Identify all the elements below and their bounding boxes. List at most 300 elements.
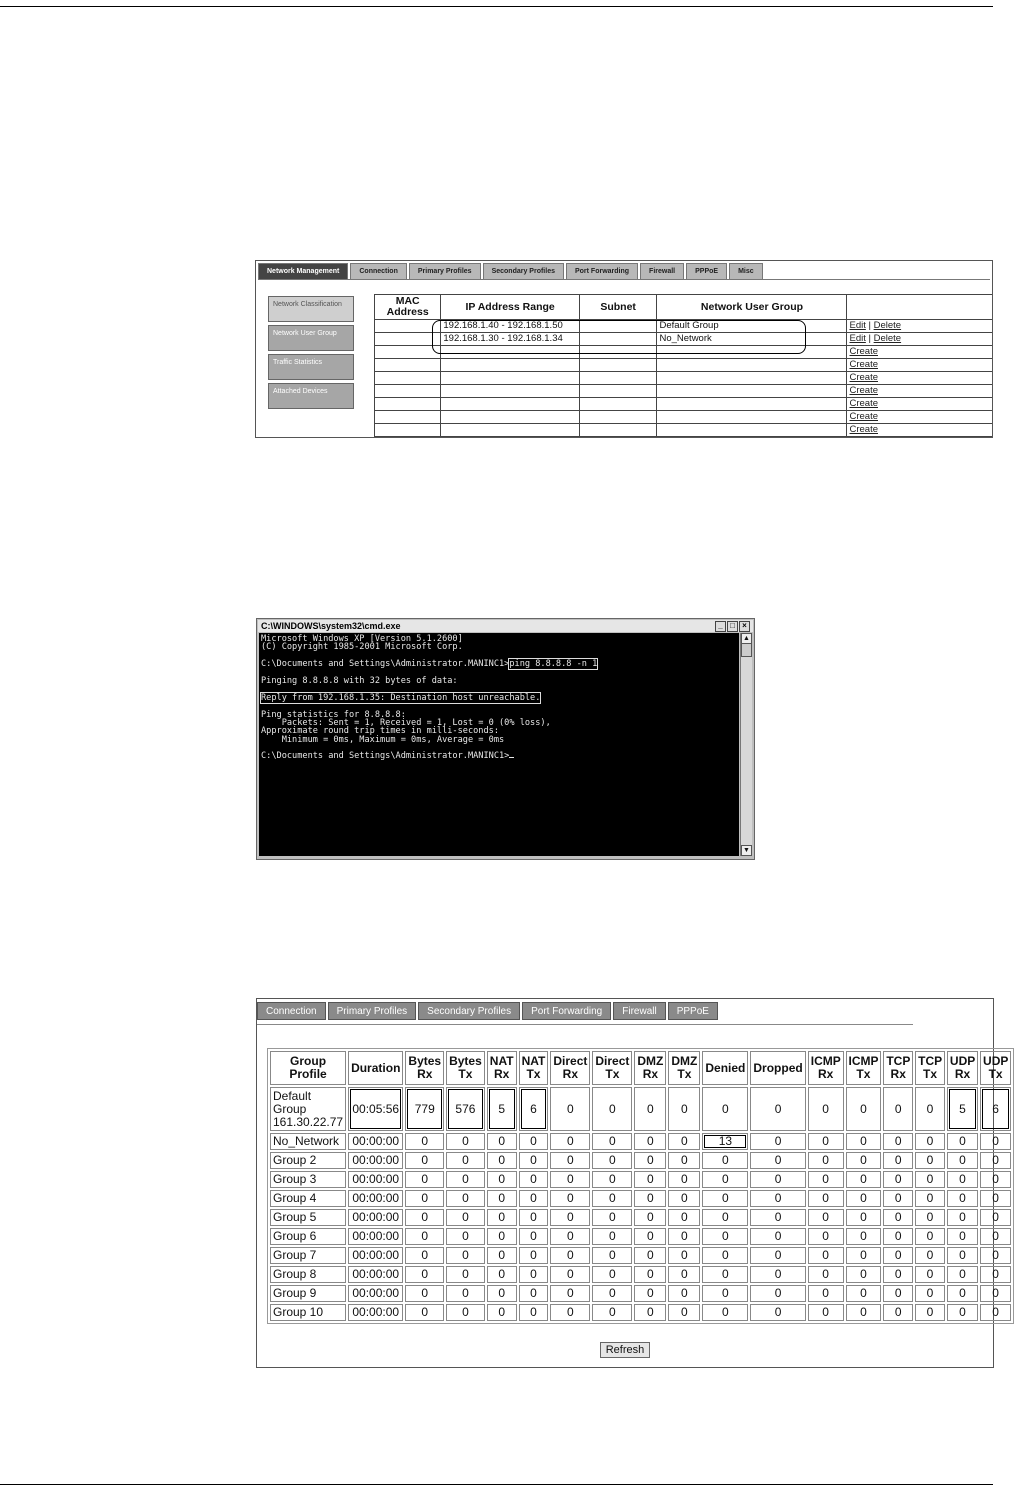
stat-cell: 0 bbox=[846, 1247, 882, 1264]
stat-cell: 0 bbox=[702, 1209, 748, 1226]
console-line bbox=[261, 660, 737, 668]
console-line: Packets: Sent = 1, Received = 1, Lost = 0 (0% loss), bbox=[261, 717, 551, 728]
stat-cell: 576 bbox=[446, 1087, 485, 1131]
network-classification-table bbox=[374, 294, 992, 437]
stat-cell: 5 bbox=[487, 1087, 517, 1131]
stat-cell: 0 bbox=[519, 1228, 549, 1245]
stat-cell: 0 bbox=[980, 1171, 1011, 1188]
stat-cell: 0 bbox=[668, 1209, 700, 1226]
stat-cell: 0 bbox=[405, 1133, 444, 1150]
console-line bbox=[261, 694, 737, 702]
tab-pppoe[interactable]: PPPoE bbox=[668, 1002, 718, 1020]
stat-cell: 0 bbox=[915, 1171, 945, 1188]
stat-cell: 0 bbox=[947, 1190, 978, 1207]
delete-link[interactable]: Delete bbox=[873, 333, 902, 344]
stat-cell: 0 bbox=[808, 1171, 844, 1188]
maximize-icon[interactable]: □ bbox=[727, 621, 738, 632]
stat-cell: 0 bbox=[446, 1209, 485, 1226]
stat-cell: 0 bbox=[846, 1209, 882, 1226]
stat-cell: 0 bbox=[487, 1133, 517, 1150]
stat-cell: 0 bbox=[883, 1190, 913, 1207]
stat-cell: 0 bbox=[550, 1228, 590, 1245]
stat-cell: 0 bbox=[883, 1285, 913, 1302]
stat-cell: 0 bbox=[634, 1190, 666, 1207]
minimize-icon[interactable]: _ bbox=[715, 621, 726, 632]
stat-cell: 0 bbox=[947, 1228, 978, 1245]
link-separator: | bbox=[865, 333, 874, 344]
stat-cell: 0 bbox=[519, 1304, 549, 1321]
group-profile-cell: No_Network bbox=[270, 1133, 346, 1150]
table-row bbox=[270, 1209, 1011, 1226]
stat-cell: 0 bbox=[519, 1266, 549, 1283]
sidebar-item-network-user-group[interactable]: Network User Group bbox=[268, 325, 354, 351]
column-header: Bytes Rx bbox=[405, 1051, 444, 1085]
tab-connection[interactable]: Connection bbox=[350, 263, 407, 280]
stat-cell: 0 bbox=[634, 1304, 666, 1321]
link-separator: | bbox=[865, 320, 874, 331]
stat-cell: 0 bbox=[405, 1266, 444, 1283]
column-header: TCP Tx bbox=[915, 1051, 945, 1085]
group-profile-cell: Group 8 bbox=[270, 1266, 346, 1283]
stat-cell: 0 bbox=[550, 1190, 590, 1207]
stat-cell: 0 bbox=[592, 1209, 632, 1226]
stat-cell: 0 bbox=[634, 1285, 666, 1302]
stat-cell: 0 bbox=[883, 1171, 913, 1188]
stat-cell: 0 bbox=[808, 1133, 844, 1150]
stat-cell: 0 bbox=[592, 1266, 632, 1283]
stat-cell: 0 bbox=[446, 1247, 485, 1264]
stat-cell: 0 bbox=[947, 1171, 978, 1188]
stat-cell: 0 bbox=[405, 1304, 444, 1321]
table-row bbox=[270, 1247, 1011, 1264]
stat-cell: 0 bbox=[519, 1209, 549, 1226]
stat-cell: 0 bbox=[405, 1152, 444, 1169]
group-profile-cell: Default Group 161.30.22.77 bbox=[270, 1087, 346, 1131]
table-header-row bbox=[270, 1051, 1011, 1085]
table-row bbox=[270, 1087, 1011, 1131]
stat-cell: 0 bbox=[980, 1247, 1011, 1264]
stat-cell: 0 bbox=[750, 1209, 805, 1226]
table-row bbox=[375, 372, 993, 385]
stat-cell: 0 bbox=[550, 1133, 590, 1150]
stat-cell: 0 bbox=[846, 1266, 882, 1283]
create-link[interactable]: Create bbox=[849, 411, 878, 422]
stat-cell: 0 bbox=[550, 1087, 590, 1131]
refresh-button[interactable]: Refresh bbox=[600, 1342, 651, 1358]
stat-cell: 0 bbox=[883, 1087, 913, 1131]
stat-cell: 0 bbox=[487, 1304, 517, 1321]
stat-cell: 0 bbox=[446, 1190, 485, 1207]
tab-divider bbox=[257, 1024, 913, 1025]
stat-cell: 0 bbox=[846, 1285, 882, 1302]
column-header: Denied bbox=[702, 1051, 748, 1085]
stat-cell: 0 bbox=[980, 1228, 1011, 1245]
stat-cell: 0 bbox=[668, 1304, 700, 1321]
stat-cell: 0 bbox=[915, 1133, 945, 1150]
highlighted-command: ping 8.8.8.8 -n 1 bbox=[509, 659, 598, 670]
stat-cell: 0 bbox=[846, 1228, 882, 1245]
stat-cell: 0 bbox=[915, 1285, 945, 1302]
column-header: Bytes Tx bbox=[446, 1051, 485, 1085]
console-line bbox=[261, 752, 737, 760]
group-profile-cell: Group 10 bbox=[270, 1304, 346, 1321]
stat-cell: 0 bbox=[883, 1209, 913, 1226]
stat-cell: 0 bbox=[446, 1266, 485, 1283]
console-line: Approximate round trip times in milli-seconds: bbox=[261, 726, 499, 737]
column-header: Duration bbox=[348, 1051, 403, 1085]
table-row bbox=[270, 1285, 1011, 1302]
stat-cell: 00:00:00 bbox=[348, 1266, 403, 1283]
console-line: Pinging 8.8.8.8 with 32 bytes of data: bbox=[261, 675, 458, 686]
table-row bbox=[375, 359, 993, 372]
scroll-down-icon[interactable]: ▼ bbox=[741, 845, 752, 856]
stat-cell: 0 bbox=[980, 1190, 1011, 1207]
stat-cell: 0 bbox=[550, 1152, 590, 1169]
stat-cell: 0 bbox=[808, 1190, 844, 1207]
group-profile-cell: Group 3 bbox=[270, 1171, 346, 1188]
stat-cell: 0 bbox=[980, 1285, 1011, 1302]
stat-cell: 0 bbox=[592, 1171, 632, 1188]
stat-cell: 00:00:00 bbox=[348, 1228, 403, 1245]
stat-cell: 00:00:00 bbox=[348, 1171, 403, 1188]
stat-cell: 0 bbox=[808, 1087, 844, 1131]
stat-cell: 0 bbox=[846, 1087, 882, 1131]
tab-firewall[interactable]: Firewall bbox=[640, 263, 684, 280]
highlighted-reply: Reply from 192.168.1.35: Destination host unreachable. bbox=[261, 692, 541, 703]
stat-cell: 0 bbox=[883, 1247, 913, 1264]
tab-primary-profiles[interactable]: Primary Profiles bbox=[409, 263, 481, 280]
create-link[interactable]: Create bbox=[849, 424, 878, 435]
stat-cell: 0 bbox=[808, 1209, 844, 1226]
stat-cell: 0 bbox=[915, 1152, 945, 1169]
stat-cell: 0 bbox=[883, 1133, 913, 1150]
stat-cell: 0 bbox=[519, 1247, 549, 1264]
stat-cell: 0 bbox=[808, 1152, 844, 1169]
stat-cell: 0 bbox=[915, 1190, 945, 1207]
column-header-network-user-group: Network User Group bbox=[657, 295, 847, 320]
column-header: Direct Rx bbox=[550, 1051, 590, 1085]
stat-cell: 00:00:00 bbox=[348, 1304, 403, 1321]
group-profile-cell: Group 4 bbox=[270, 1190, 346, 1207]
tab-port-forwarding[interactable]: Port Forwarding bbox=[522, 1002, 611, 1020]
stat-cell: 0 bbox=[592, 1304, 632, 1321]
stat-cell: 00:00:00 bbox=[348, 1247, 403, 1264]
stat-cell: 0 bbox=[519, 1152, 549, 1169]
stat-cell: 0 bbox=[519, 1190, 549, 1207]
column-header: ICMP Tx bbox=[846, 1051, 882, 1085]
stat-cell: 0 bbox=[702, 1247, 748, 1264]
stat-cell: 0 bbox=[947, 1133, 978, 1150]
stat-cell: 0 bbox=[405, 1228, 444, 1245]
stat-cell: 0 bbox=[487, 1285, 517, 1302]
stat-cell: 0 bbox=[592, 1247, 632, 1264]
stat-cell: 0 bbox=[405, 1209, 444, 1226]
actions-cell bbox=[847, 333, 992, 346]
table-row bbox=[270, 1266, 1011, 1283]
stat-cell: 00:00:00 bbox=[348, 1209, 403, 1226]
tab-connection[interactable]: Connection bbox=[257, 1002, 326, 1020]
stat-cell: 0 bbox=[915, 1209, 945, 1226]
stat-cell: 00:00:00 bbox=[348, 1190, 403, 1207]
table-row bbox=[270, 1190, 1011, 1207]
group-cell: Default Group bbox=[657, 320, 847, 333]
column-header: UDP Rx bbox=[947, 1051, 978, 1085]
stat-cell: 00:00:00 bbox=[348, 1285, 403, 1302]
console-line: Microsoft Windows XP [Version 5.1.2600] bbox=[261, 634, 463, 644]
console-line: (C) Copyright 1985-2001 Microsoft Corp. bbox=[261, 642, 463, 653]
vertical-scrollbar[interactable] bbox=[740, 633, 752, 856]
stat-cell: 0 bbox=[405, 1247, 444, 1264]
column-header: Dropped bbox=[750, 1051, 805, 1085]
stat-cell: 0 bbox=[750, 1285, 805, 1302]
column-header: NAT Tx bbox=[519, 1051, 549, 1085]
stat-cell: 0 bbox=[592, 1152, 632, 1169]
column-header-subnet: Subnet bbox=[579, 295, 657, 320]
sidebar bbox=[268, 296, 354, 412]
stat-cell: 0 bbox=[634, 1209, 666, 1226]
stat-cell: 0 bbox=[702, 1087, 748, 1131]
stat-cell: 0 bbox=[846, 1152, 882, 1169]
stat-cell: 0 bbox=[519, 1133, 549, 1150]
stat-cell: 0 bbox=[668, 1152, 700, 1169]
mac-address-cell bbox=[375, 320, 441, 333]
stat-cell: 0 bbox=[634, 1266, 666, 1283]
mac-address-cell bbox=[375, 333, 441, 346]
stat-cell: 0 bbox=[750, 1171, 805, 1188]
text-cursor bbox=[509, 757, 514, 758]
stat-cell: 0 bbox=[915, 1266, 945, 1283]
stat-cell: 5 bbox=[947, 1087, 978, 1131]
stat-cell: 0 bbox=[550, 1247, 590, 1264]
ip-range-cell: 192.168.1.30 - 192.168.1.34 bbox=[441, 333, 579, 346]
tab-port-forwarding[interactable]: Port Forwarding bbox=[566, 263, 638, 280]
stat-cell: 0 bbox=[980, 1266, 1011, 1283]
stat-cell: 0 bbox=[634, 1228, 666, 1245]
stat-cell: 0 bbox=[980, 1133, 1011, 1150]
stat-cell: 00:00:00 bbox=[348, 1152, 403, 1169]
stat-cell: 0 bbox=[915, 1304, 945, 1321]
stat-cell: 0 bbox=[808, 1247, 844, 1264]
tab-secondary-profiles[interactable]: Secondary Profiles bbox=[418, 1002, 520, 1020]
stat-cell: 0 bbox=[668, 1285, 700, 1302]
stat-cell: 0 bbox=[592, 1087, 632, 1131]
stat-cell: 0 bbox=[750, 1190, 805, 1207]
stat-cell: 0 bbox=[702, 1190, 748, 1207]
stat-cell: 0 bbox=[550, 1266, 590, 1283]
create-link[interactable]: Create bbox=[849, 346, 878, 357]
column-header: TCP Rx bbox=[883, 1051, 913, 1085]
stat-cell: 0 bbox=[592, 1228, 632, 1245]
stat-cell: 0 bbox=[702, 1285, 748, 1302]
stat-cell: 0 bbox=[446, 1171, 485, 1188]
stat-cell: 0 bbox=[634, 1171, 666, 1188]
stat-cell: 0 bbox=[808, 1228, 844, 1245]
create-link[interactable]: Create bbox=[849, 372, 878, 383]
stat-cell: 0 bbox=[702, 1266, 748, 1283]
stat-cell: 0 bbox=[947, 1247, 978, 1264]
stat-cell: 0 bbox=[808, 1266, 844, 1283]
stat-cell: 0 bbox=[446, 1152, 485, 1169]
column-header-actions bbox=[847, 295, 992, 320]
create-link[interactable]: Create bbox=[849, 385, 878, 396]
stat-cell: 0 bbox=[980, 1209, 1011, 1226]
close-icon[interactable]: × bbox=[739, 621, 750, 632]
tab-pppoe[interactable]: PPPoE bbox=[686, 263, 727, 280]
stat-cell: 0 bbox=[446, 1285, 485, 1302]
stat-cell: 0 bbox=[846, 1304, 882, 1321]
window-title: C:\WINDOWS\system32\cmd.exe bbox=[261, 621, 401, 631]
stat-cell: 0 bbox=[446, 1304, 485, 1321]
edit-link[interactable]: Edit bbox=[849, 320, 866, 331]
stat-cell: 0 bbox=[702, 1228, 748, 1245]
stat-cell: 0 bbox=[592, 1190, 632, 1207]
stat-cell: 0 bbox=[446, 1133, 485, 1150]
stat-cell: 0 bbox=[550, 1171, 590, 1188]
window-title-bar bbox=[258, 620, 753, 632]
tab-divider bbox=[258, 279, 990, 280]
column-header: NAT Rx bbox=[487, 1051, 517, 1085]
sidebar-item-traffic-statistics[interactable]: Traffic Statistics bbox=[268, 354, 354, 380]
group-profile-cell: Group 2 bbox=[270, 1152, 346, 1169]
create-link[interactable]: Create bbox=[849, 398, 878, 409]
stat-cell: 0 bbox=[634, 1087, 666, 1131]
tab-primary-profiles[interactable]: Primary Profiles bbox=[328, 1002, 417, 1020]
stat-cell: 0 bbox=[750, 1304, 805, 1321]
stat-cell: 0 bbox=[405, 1171, 444, 1188]
stat-cell: 0 bbox=[947, 1152, 978, 1169]
stat-cell: 0 bbox=[702, 1171, 748, 1188]
stat-cell: 0 bbox=[750, 1247, 805, 1264]
tab-bar bbox=[257, 1002, 718, 1021]
stat-cell: 0 bbox=[947, 1266, 978, 1283]
table-row bbox=[270, 1304, 1011, 1321]
stat-cell: 0 bbox=[592, 1285, 632, 1302]
create-link[interactable]: Create bbox=[849, 359, 878, 370]
traffic-statistics-table bbox=[267, 1048, 1014, 1324]
actions-cell bbox=[847, 320, 992, 333]
stat-cell: 0 bbox=[668, 1228, 700, 1245]
stat-cell: 0 bbox=[405, 1190, 444, 1207]
delete-link[interactable]: Delete bbox=[873, 320, 902, 331]
stat-cell: 0 bbox=[915, 1247, 945, 1264]
stat-cell: 0 bbox=[487, 1152, 517, 1169]
stat-cell: 0 bbox=[947, 1209, 978, 1226]
stat-cell: 0 bbox=[750, 1087, 805, 1131]
tab-network-management[interactable]: Network Management bbox=[258, 263, 348, 280]
stat-cell: 0 bbox=[519, 1285, 549, 1302]
table-row bbox=[270, 1171, 1011, 1188]
table-row bbox=[270, 1152, 1011, 1169]
column-header: DMZ Rx bbox=[634, 1051, 666, 1085]
column-header-ip-address-range: IP Address Range bbox=[441, 295, 579, 320]
scroll-up-icon[interactable]: ▲ bbox=[741, 633, 752, 644]
stat-cell: 0 bbox=[947, 1285, 978, 1302]
console-line: Ping statistics for 8.8.8.8: bbox=[261, 709, 406, 720]
stat-cell: 0 bbox=[915, 1087, 945, 1131]
scroll-thumb[interactable] bbox=[741, 643, 752, 657]
stat-cell: 0 bbox=[846, 1133, 882, 1150]
stat-cell: 0 bbox=[487, 1247, 517, 1264]
stat-cell: 0 bbox=[750, 1228, 805, 1245]
highlight-rounded-box bbox=[432, 320, 806, 354]
column-header: Direct Tx bbox=[592, 1051, 632, 1085]
stat-cell: 0 bbox=[980, 1152, 1011, 1169]
stat-cell: 0 bbox=[487, 1266, 517, 1283]
command-prompt-window bbox=[256, 618, 755, 860]
stat-cell: 0 bbox=[550, 1304, 590, 1321]
sidebar-item-attached-devices[interactable]: Attached Devices bbox=[268, 383, 354, 409]
stat-cell: 0 bbox=[883, 1152, 913, 1169]
stat-cell: 0 bbox=[702, 1304, 748, 1321]
edit-link[interactable]: Edit bbox=[849, 333, 866, 344]
table-row bbox=[375, 398, 993, 411]
table-row bbox=[270, 1133, 1011, 1150]
stat-cell: 0 bbox=[668, 1247, 700, 1264]
column-header: ICMP Rx bbox=[808, 1051, 844, 1085]
table-row bbox=[375, 424, 993, 437]
stat-cell: 0 bbox=[487, 1209, 517, 1226]
stat-cell: 0 bbox=[668, 1087, 700, 1131]
page-bottom-rule bbox=[0, 1484, 993, 1485]
stat-cell: 6 bbox=[519, 1087, 549, 1131]
console-line: Minimum = 0ms, Maximum = 0ms, Average = 0ms bbox=[261, 734, 505, 745]
stat-cell: 0 bbox=[808, 1285, 844, 1302]
stat-cell: 0 bbox=[487, 1190, 517, 1207]
group-profile-cell: Group 7 bbox=[270, 1247, 346, 1264]
tab-secondary-profiles[interactable]: Secondary Profiles bbox=[483, 263, 564, 280]
ip-range-cell: 192.168.1.40 - 192.168.1.50 bbox=[441, 320, 579, 333]
stat-cell: 13 bbox=[702, 1133, 748, 1150]
column-header-mac-address: MAC Address bbox=[375, 295, 441, 320]
stat-cell: 0 bbox=[980, 1304, 1011, 1321]
sidebar-item-network-classification[interactable]: Network Classification bbox=[268, 296, 354, 322]
traffic-statistics-screenshot bbox=[256, 998, 1009, 1368]
stat-cell: 00:00:00 bbox=[348, 1133, 403, 1150]
console-prompt: C:\Documents and Settings\Administrator.MANINC1> bbox=[261, 751, 510, 762]
console-output[interactable] bbox=[259, 633, 739, 856]
group-profile-cell: Group 5 bbox=[270, 1209, 346, 1226]
stat-cell: 0 bbox=[846, 1171, 882, 1188]
stat-cell: 0 bbox=[883, 1304, 913, 1321]
table-row bbox=[375, 385, 993, 398]
console-prompt: C:\Documents and Settings\Administrator.MANINC1> bbox=[261, 659, 510, 670]
stat-cell: 779 bbox=[405, 1087, 444, 1131]
stat-cell: 0 bbox=[519, 1171, 549, 1188]
stat-cell: 0 bbox=[446, 1228, 485, 1245]
tab-bar bbox=[258, 263, 990, 280]
stat-cell: 0 bbox=[947, 1304, 978, 1321]
group-cell: No_Network bbox=[657, 333, 847, 346]
stat-cell: 0 bbox=[883, 1266, 913, 1283]
refresh-container bbox=[257, 1340, 993, 1358]
table-row bbox=[375, 411, 993, 424]
column-header: UDP Tx bbox=[980, 1051, 1011, 1085]
stat-cell: 0 bbox=[487, 1228, 517, 1245]
tab-misc[interactable]: Misc bbox=[729, 263, 763, 280]
stat-cell: 0 bbox=[487, 1171, 517, 1188]
stat-cell: 00:05:56 bbox=[348, 1087, 403, 1131]
stat-cell: 0 bbox=[750, 1266, 805, 1283]
stat-cell: 0 bbox=[668, 1266, 700, 1283]
stat-cell: 0 bbox=[846, 1190, 882, 1207]
stat-cell: 0 bbox=[550, 1209, 590, 1226]
tab-firewall[interactable]: Firewall bbox=[613, 1002, 665, 1020]
table-row bbox=[270, 1228, 1011, 1245]
stat-cell: 0 bbox=[634, 1247, 666, 1264]
stat-cell: 0 bbox=[634, 1152, 666, 1169]
column-header: Group Profile bbox=[270, 1051, 346, 1085]
stat-cell: 0 bbox=[668, 1190, 700, 1207]
